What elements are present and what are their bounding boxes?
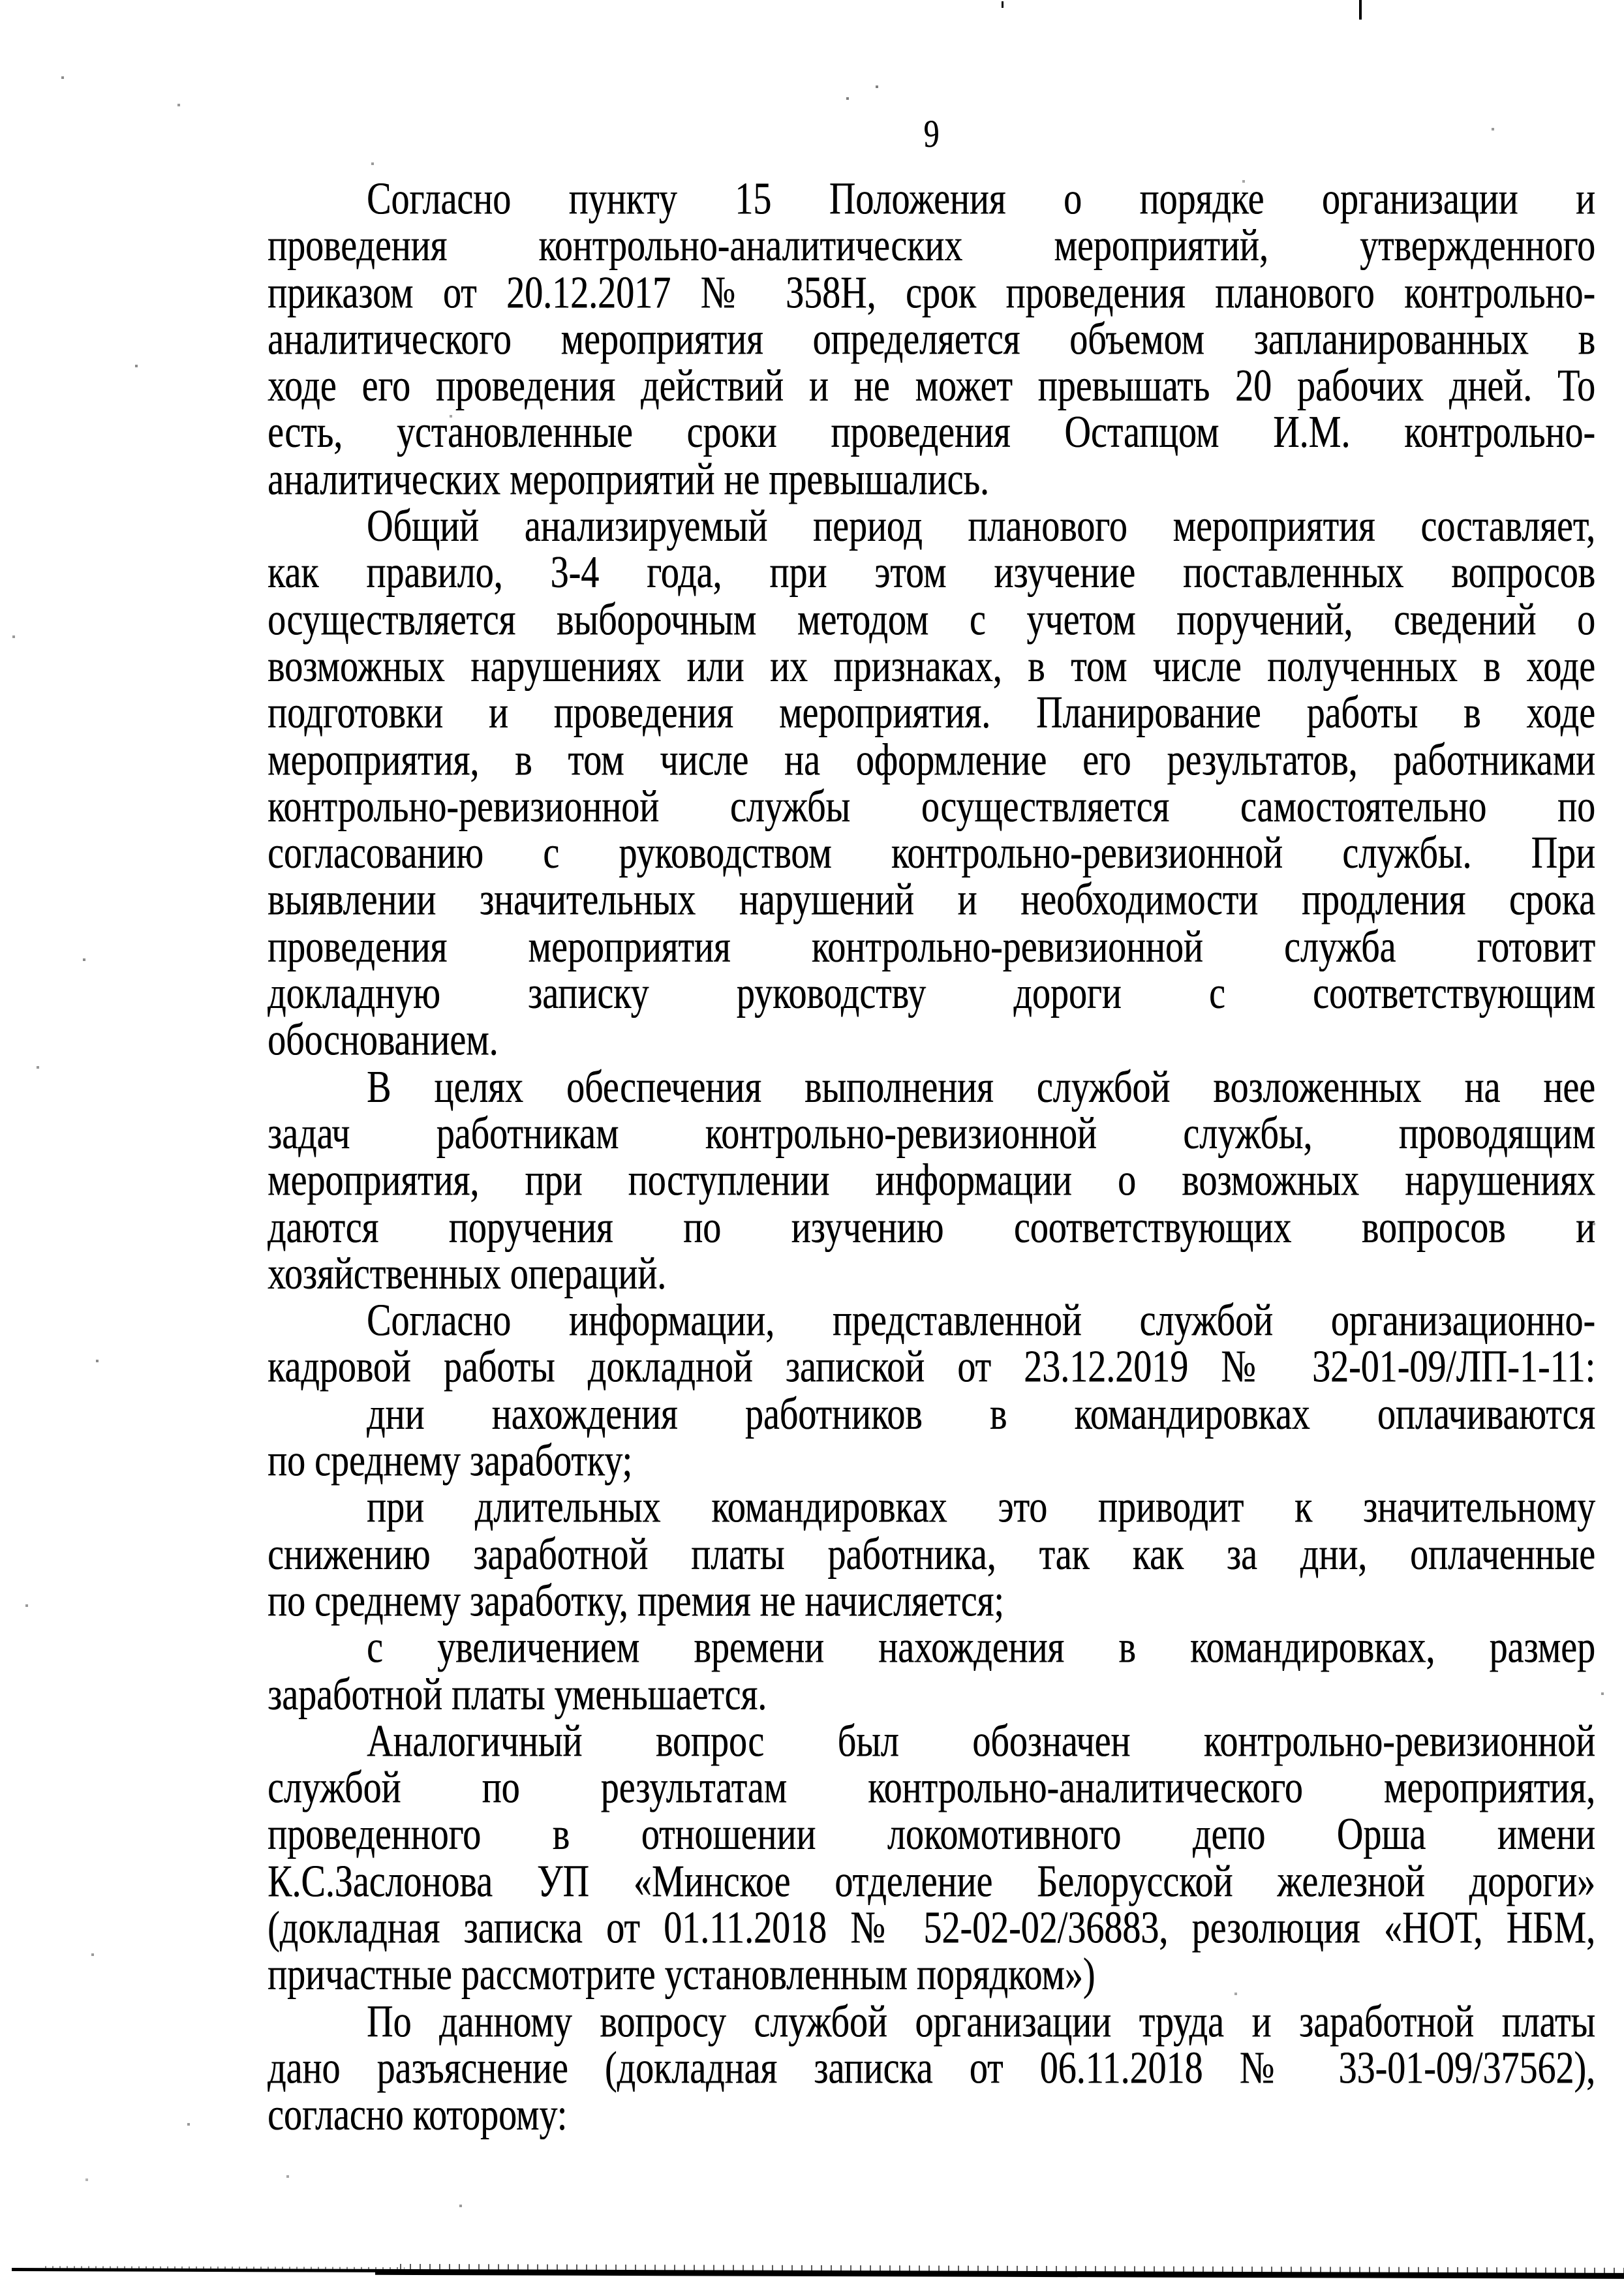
text-line: аналитического мероприятия определяется объемом запланированных в [268, 314, 1595, 365]
text-line: обоснованием. [268, 1015, 498, 1065]
text-line: Общий анализируемый период планового мероприятия составляет, [367, 500, 1595, 552]
text-line: В целях обеспечения выполнения службой возложенных на нее [367, 1062, 1595, 1112]
text-line: проведения мероприятия контрольно-ревизионной служба готовит [268, 921, 1595, 972]
text-line: по среднему заработку; [268, 1435, 632, 1486]
text-line: заработной платы уменьшается. [268, 1669, 767, 1720]
paragraph [268, 1064, 1595, 1298]
text-line: согласно которому: [268, 2089, 568, 2141]
text-line: согласованию с руководством контрольно-ревизионной службы. При [268, 827, 1595, 879]
text-line: службой по результатам контрольно-аналитического мероприятия, [268, 1762, 1595, 1813]
paragraph [268, 1622, 1595, 1720]
text-line: дано разъяснение (докладная записка от 06.11.2018 № 33-01-09/37562), [268, 2043, 1595, 2094]
text-line: докладную записку руководству дороги с соответствующим [268, 968, 1595, 1019]
text-line: возможных нарушениях или их признаках, в том числе полученных в ходе [268, 641, 1595, 692]
document-text [268, 176, 1595, 2139]
text-line: причастные рассмотрите установленным порядком») [268, 1949, 1095, 2000]
text-line: мероприятия, при поступлении информации о возможных нарушениях [268, 1155, 1595, 1206]
paragraph [268, 1295, 1595, 1393]
paragraph [268, 1998, 1595, 2139]
text-line: ходе его проведения действий и не может превышать 20 рабочих дней. То [268, 360, 1595, 412]
paragraph [268, 176, 1595, 503]
scan-artifact-tick [1002, 1, 1004, 8]
text-line: при длительных командировках это приводит к значительному [367, 1482, 1595, 1533]
scan-artifact-tick [1359, 0, 1362, 20]
text-line: подготовки и проведения мероприятия. Планирование работы в ходе [268, 688, 1595, 739]
text-line: проведения контрольно-аналитических мероприятий, утвержденного [268, 220, 1595, 271]
text-line: задач работникам контрольно-ревизионной службы, проводящим [268, 1108, 1595, 1159]
text-line: хозяйственных операций. [268, 1248, 667, 1300]
text-line: с увеличением времени нахождения в командировках, размер [367, 1622, 1595, 1673]
text-line: осуществляется выборочным методом с учетом поручений, сведений о [268, 594, 1595, 645]
scan-speckles [0, 0, 1, 1]
text-line: Согласно информации, представленной службой организационно- [367, 1295, 1595, 1346]
paragraph [268, 1388, 1595, 1486]
text-line: кадровой работы докладной запиской от 23.12.2019 № 32-01-09/ЛП-1-11: [268, 1341, 1595, 1393]
text-line: Аналогичный вопрос был обозначен контрольно-ревизионной [367, 1715, 1595, 1767]
text-line: контрольно-ревизионной службы осуществляется самостоятельно по [268, 781, 1595, 832]
text-line: (докладная записка от 01.11.2018 № 52-02-02/36883, резолюция «НОТ, НБМ, [268, 1902, 1595, 1953]
scan-artifact-line [0, 2263, 1624, 2285]
text-line: По данному вопросу службой организации труда и заработной платы [367, 1996, 1595, 2047]
paragraph [268, 1484, 1595, 1625]
text-line: снижению заработной платы работника, так как за дни, оплаченные [268, 1529, 1595, 1580]
page-number: 9 [923, 112, 940, 156]
text-line: Согласно пункту 15 Положения о порядке организации и [367, 174, 1595, 224]
text-line: даются поручения по изучению соответствующих вопросов и [268, 1201, 1595, 1253]
text-line: аналитических мероприятий не превышались. [268, 453, 989, 505]
text-line: как правило, 3-4 года, при этом изучение поставленных вопросов [268, 547, 1595, 598]
paragraph [268, 1715, 1595, 2000]
text-line: есть, установленные сроки проведения Остапцом И.М. контрольно- [268, 407, 1595, 458]
text-line: дни нахождения работников в командировках оплачиваются [367, 1388, 1595, 1439]
text-line: проведенного в отношении локомотивного депо Орша имени [268, 1809, 1595, 1860]
text-line: мероприятия, в том числе на оформление его результатов, работниками [268, 734, 1595, 786]
text-line: по среднему заработку, премия не начисляется; [268, 1575, 1004, 1627]
paragraph [268, 500, 1595, 1065]
text-line: К.С.Заслонова УП «Минское отделение Белорусской железной дороги» [268, 1856, 1595, 1907]
text-line: выявлении значительных нарушений и необходимости продления срока [268, 874, 1595, 926]
text-line: приказом от 20.12.2017 № 358Н, срок проведения планового контрольно- [268, 267, 1595, 318]
